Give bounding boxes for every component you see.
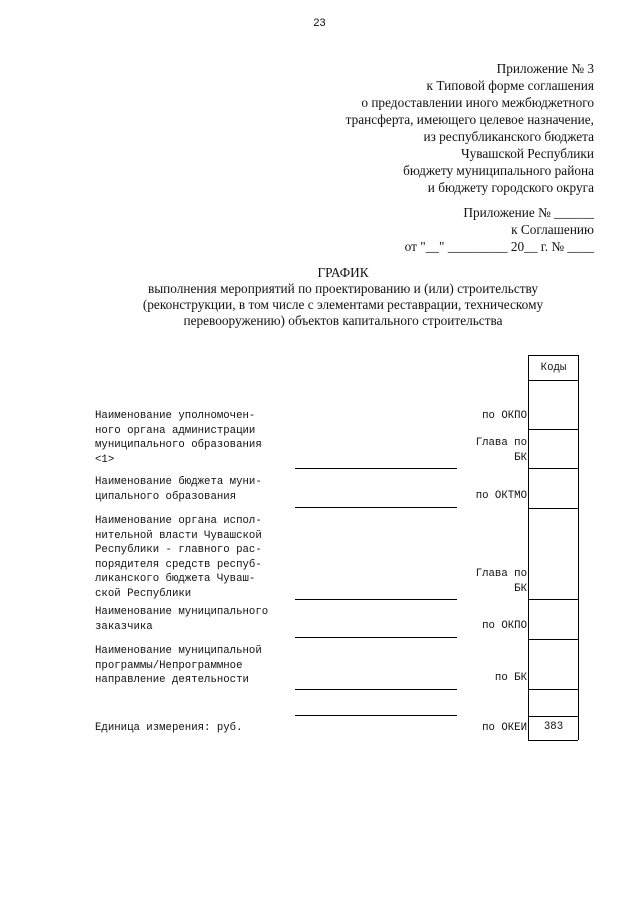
title-line: выполнения мероприятий по проектированию и (или) строительству [147, 281, 539, 296]
title-line: (реконструкции, в том числе с элементами реставрации, техническому [142, 297, 544, 312]
codes-table-row-divider [528, 468, 578, 469]
code-label-okei: по ОКЕИ [482, 722, 527, 734]
field-fill-line[interactable] [295, 689, 457, 690]
codes-table-top-border [528, 355, 578, 356]
codes-header: Коды [540, 362, 567, 374]
field-fill-line[interactable] [295, 507, 457, 508]
field-fill-line[interactable] [295, 468, 457, 469]
field-label-executive-body: Наименование органа испол- нительной власти Чувашской Республики - главного рас- порядителя средств респуб- ликанского бюджета Чуваш- ской Республики [95, 515, 262, 600]
field-fill-line[interactable] [295, 599, 457, 600]
okei-code-value: 383 [543, 721, 564, 733]
codes-table-right-border [578, 355, 579, 740]
codes-table-left-border [528, 355, 529, 740]
appendix-header-line: к Типовой форме соглашения [426, 78, 594, 93]
field-label-municipal-budget: Наименование бюджета муни- ципального образования [95, 476, 262, 503]
document-title [0, 265, 639, 329]
codes-table-bottom-border [528, 740, 578, 741]
agreement-reference [405, 204, 594, 255]
field-label-municipal-customer: Наименование муниципального заказчика [95, 606, 269, 633]
appendix-header-line: Чувашской Республики [460, 146, 594, 161]
code-label-bk: по БК [494, 672, 527, 684]
codes-table-row-divider [528, 429, 578, 430]
agreement-ref-line: от "__" _________ 20__ г. № ____ [404, 239, 594, 254]
codes-table-row-divider [528, 508, 578, 509]
field-label-municipal-program: Наименование муниципальной программы/Непрограммное направление деятельности [95, 645, 262, 687]
appendix-header-line: Приложение № 3 [496, 61, 594, 76]
agreement-ref-line: Приложение № ______ [463, 205, 594, 220]
page-number: 23 [313, 17, 326, 29]
title-heading: ГРАФИК [317, 265, 369, 280]
appendix-header-line: из республиканского бюджета [423, 129, 594, 144]
codes-table-row-divider [528, 716, 578, 717]
code-label-okpo: по ОКПО [482, 620, 527, 632]
codes-table-row-divider [528, 689, 578, 690]
field-label-unit-of-measure: Единица измерения: руб. [95, 722, 243, 734]
codes-table-row-divider [528, 380, 578, 381]
field-fill-line[interactable] [295, 715, 457, 716]
codes-table-row-divider [528, 599, 578, 600]
codes-table-row-divider [528, 639, 578, 640]
code-label-chapter-bk: Глава по БК [475, 437, 527, 464]
field-fill-line[interactable] [295, 637, 457, 638]
appendix-header-line: трансферта, имеющего целевое назначение, [345, 112, 594, 127]
code-label-okpo: по ОКПО [482, 410, 527, 422]
agreement-ref-line: к Соглашению [511, 222, 594, 237]
code-label-oktmo: по ОКТМО [475, 490, 527, 502]
field-label-authorized-body: Наименование уполномочен- ного органа администрации муниципального образования <1> [95, 410, 262, 466]
appendix-header-line: и бюджету городского округа [427, 180, 594, 195]
appendix-header-line: о предоставлении иного межбюджетного [361, 95, 594, 110]
appendix-header-line: бюджету муниципального района [403, 163, 594, 178]
title-line: перевооружению) объектов капитального строительства [183, 313, 503, 328]
code-label-chapter-bk: Глава по БК [475, 568, 527, 595]
appendix-header [346, 60, 594, 196]
